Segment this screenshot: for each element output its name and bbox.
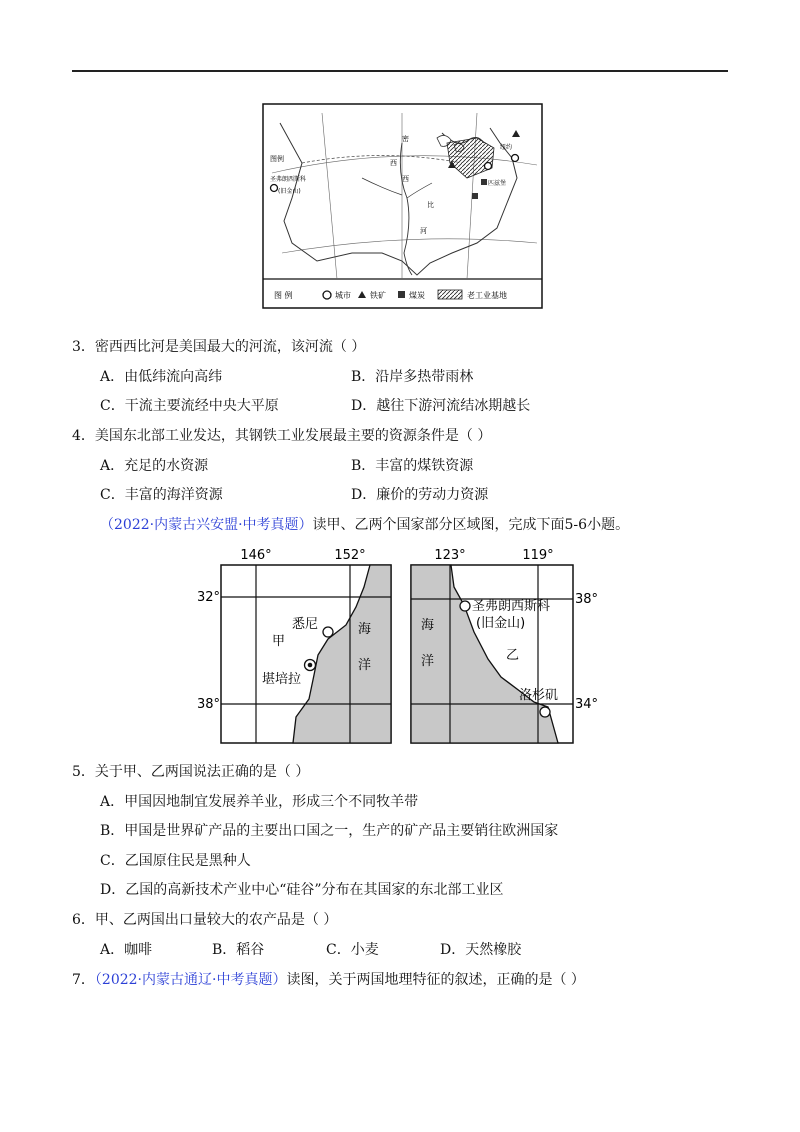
- map1-sanfran: 圣弗朗西斯科: [270, 176, 307, 183]
- question-3: 3．密西西比河是美国最大的河流，该河流（ ）: [72, 339, 366, 355]
- q4-option-b: B．丰富的煤铁资源: [351, 458, 474, 474]
- q4-option-c: C．丰富的海洋资源: [100, 487, 223, 503]
- q7-source: （2022·内蒙古通辽·中考真题）: [94, 972, 287, 988]
- q5-option-a: A．甲国因地制宜发展养羊业，形成三个不同牧羊带: [100, 794, 419, 810]
- intro-5-6: [100, 515, 629, 535]
- q4-option-a: A．充足的水资源: [100, 458, 209, 474]
- map1-sanfran2: (旧金山): [278, 188, 301, 195]
- map1-legend-base: 老工业基地: [467, 291, 507, 300]
- right-lon-123: 123°: [434, 548, 466, 563]
- header-rule: [72, 70, 728, 72]
- left-sea-yang: 洋: [358, 658, 372, 673]
- map1-legend-city: 城市: [335, 291, 351, 300]
- question-7: [72, 970, 585, 990]
- q7-text: 读图，关于两国地理特征的叙述，正确的是（ ）: [286, 972, 585, 988]
- intro-source: （2022·内蒙古兴安盟·中考真题）: [100, 517, 313, 533]
- q7-number: 7．: [72, 972, 95, 988]
- q6-option-c: C．小麦: [326, 942, 379, 958]
- q3-option-b: B．沿岸多热带雨林: [351, 369, 474, 385]
- right-lat-34: 34°: [575, 697, 599, 712]
- q5-option-d: D．乙国的高新技术产业中心“硅谷”分布在其国家的东北部工业区: [100, 882, 504, 898]
- la-city-icon: [540, 707, 550, 717]
- question-4: 4．美国东北部工业发达，其钢铁工业发展最主要的资源条件是（ ）: [72, 428, 492, 444]
- map1-he: 河: [420, 227, 427, 235]
- left-lon-146: 146°: [240, 548, 272, 563]
- left-lat-32: 32°: [197, 590, 221, 605]
- intro-text: 读甲、乙两个国家部分区域图，完成下面5-6小题。: [312, 517, 630, 533]
- left-lon-152: 152°: [334, 548, 366, 563]
- right-country-yi: 乙: [506, 648, 520, 663]
- right-sea-hai: 海: [421, 618, 435, 633]
- two-country-map: [196, 547, 606, 747]
- usa-map: [262, 103, 543, 309]
- right-sea-yang: 洋: [421, 654, 435, 669]
- left-lat-38: 38°: [197, 697, 221, 712]
- left-city-sydney: 悉尼: [292, 617, 319, 632]
- left-city-canberra: 堪培拉: [262, 672, 302, 687]
- map1-xi2: 西: [402, 175, 409, 183]
- map1-xi1: 西: [390, 159, 397, 167]
- left-sea-hai: 海: [358, 622, 372, 637]
- q5-option-b: B．甲国是世界矿产品的主要出口国之一，生产的矿产品主要销往欧洲国家: [100, 823, 559, 839]
- right-lon-119: 119°: [522, 548, 554, 563]
- sydney-city-icon: [323, 627, 333, 637]
- map1-legend-iron: 铁矿: [370, 291, 386, 300]
- question-6: 6．甲、乙两国出口量较大的农产品是（ ）: [72, 912, 338, 928]
- map1-legend-coal: 煤炭: [409, 291, 425, 300]
- right-lat-38: 38°: [575, 592, 599, 607]
- q6-option-a: A．咖啡: [100, 942, 153, 958]
- sanfran-city-icon: [460, 601, 470, 611]
- q3-option-c: C．干流主要流经中央大平原: [100, 398, 279, 414]
- left-country-jia: 甲: [272, 634, 286, 649]
- q5-option-c: C．乙国原住民是黑种人: [100, 853, 251, 869]
- map1-legend-side: 图例: [270, 155, 284, 163]
- q3-option-a: A．由低纬流向高纬: [100, 369, 223, 385]
- q6-option-d: D．天然橡胶: [440, 942, 522, 958]
- question-5: 5．关于甲、乙两国说法正确的是（ ）: [72, 764, 310, 780]
- right-city-sanfran-alt: (旧金山): [476, 616, 526, 631]
- map1-legend-title: 图 例: [274, 291, 293, 300]
- map1-mi: 密: [402, 135, 409, 143]
- right-city-la: 洛杉矶: [519, 688, 559, 703]
- map1-bi: 比: [427, 201, 434, 209]
- q3-option-d: D．越往下游河流结冰期越长: [351, 398, 531, 414]
- q6-option-b: B．稻谷: [212, 942, 265, 958]
- map1-newyork: 纽约: [500, 144, 513, 151]
- q4-option-d: D．廉价的劳动力资源: [351, 487, 489, 503]
- map1-pittsburgh: 匹兹堡: [488, 180, 507, 187]
- right-city-sanfran: 圣弗朗西斯科: [472, 599, 551, 614]
